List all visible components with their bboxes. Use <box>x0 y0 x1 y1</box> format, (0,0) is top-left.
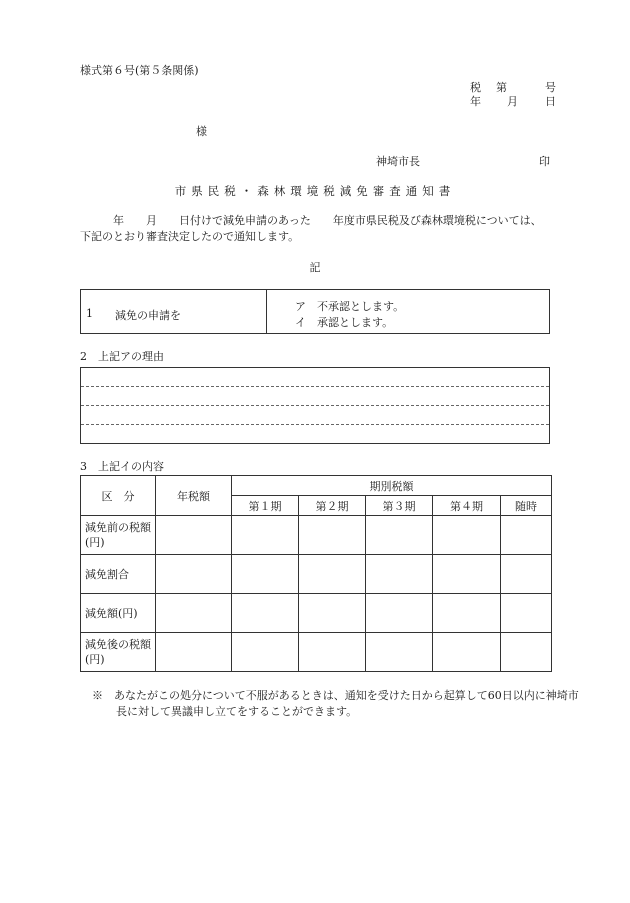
option-approve <box>295 314 393 330</box>
decision-divider <box>266 290 267 333</box>
reduction-table <box>80 475 552 672</box>
header-period-3: 第３期 <box>366 496 433 516</box>
reason-line <box>81 424 549 425</box>
number-suffix: 号 <box>545 81 556 94</box>
appeal-note: ※ あなたがこの処分について不服があるときは、通知を受けた日から起算して60日以内に神埼市長に対して異議申し立てをすることができます。 <box>92 689 579 718</box>
row-after-reduction: 減免後の税額(円) <box>81 633 156 672</box>
row-reduction-amount: 減免額(円) <box>81 594 156 633</box>
header-period-anytime: 随時 <box>501 496 552 516</box>
section1-label: 減免の申請を <box>115 309 181 322</box>
reason-line <box>81 405 549 406</box>
table-row <box>81 594 552 633</box>
reason-box <box>80 367 550 444</box>
option-text: 承認とします。 <box>317 316 394 329</box>
option-key: イ <box>295 316 306 329</box>
reason-line <box>81 386 549 387</box>
issuer <box>376 155 550 169</box>
section1-number: 1 <box>86 307 93 320</box>
section2-heading: 2 上記アの理由 <box>80 350 164 363</box>
header-period-2: 第２期 <box>299 496 366 516</box>
intro-paragraph: 年 月 日付けで減免申請のあった 年度市県民税及び森林環境税については、下記のとおり審査決定したので通知します。 <box>80 214 542 243</box>
header-annual-tax: 年税額 <box>156 476 232 516</box>
table-row <box>81 555 552 594</box>
header-period-tax: 期別税額 <box>232 476 552 496</box>
form-number: 様式第６号(第５条関係) <box>80 64 199 77</box>
addressee-honorific: 様 <box>196 125 207 138</box>
day-label: 日 <box>545 95 556 108</box>
decision-box <box>80 289 550 334</box>
seal-mark: 印 <box>539 155 550 168</box>
option-reject <box>295 298 404 314</box>
row-reduction-rate: 減免割合 <box>81 555 156 594</box>
header-period-1: 第１期 <box>232 496 299 516</box>
month-label: 月 <box>507 95 518 108</box>
number-prefix: 第 <box>496 81 507 94</box>
document-title: 市県民税・森林環境税減免審査通知書 <box>174 184 456 198</box>
header-period-4: 第４期 <box>433 496 501 516</box>
table-row <box>81 516 552 555</box>
issue-date <box>470 95 556 109</box>
section3-heading: 3 上記イの内容 <box>80 460 164 473</box>
option-key: ア <box>295 300 306 313</box>
tax-number-line <box>470 81 556 95</box>
issuer-name: 神埼市長 <box>376 155 420 168</box>
option-text: 不承認とします。 <box>317 300 405 313</box>
ki-marker: 記 <box>309 261 321 274</box>
row-before-reduction: 減免前の税額(円) <box>81 516 156 555</box>
table-row <box>81 633 552 672</box>
year-label: 年 <box>470 95 481 108</box>
header-kubun: 区 分 <box>81 476 156 516</box>
tax-label: 税 <box>470 81 481 94</box>
